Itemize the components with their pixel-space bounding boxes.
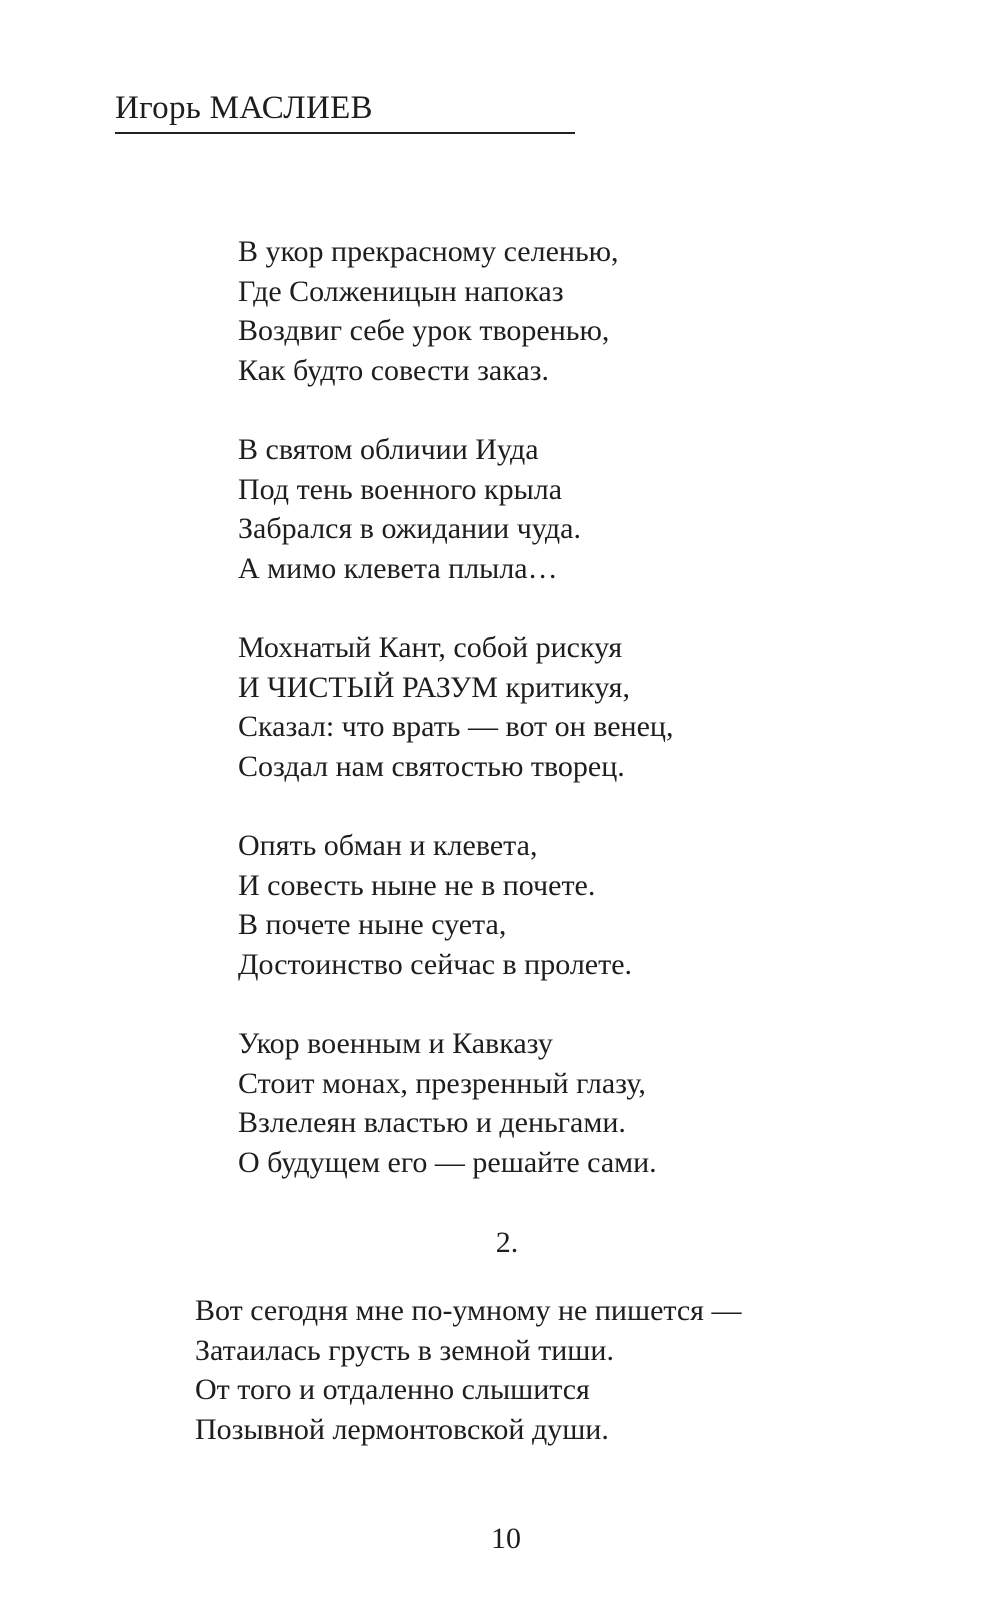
author-name: Игорь МАСЛИЕВ [115,90,373,126]
verse-line: В святом обличии Иуда [238,433,539,466]
verse-line: Позывной лермонтовской души. [195,1412,609,1446]
verse-line: И совесть ныне не в почете. [238,868,596,902]
verse-line: А мимо клевета плыла… [238,551,558,585]
section-number: 2. [495,1226,519,1259]
stanza-4 [238,826,673,984]
verse-line: Стоит монах, презренный глазу, [238,1066,646,1100]
verse-line: Создал нам святостью творец. [238,749,625,783]
stanza-3 [238,628,673,786]
page-number: 10 [491,1522,521,1555]
verse-line: Достоинство сейчас в пролете. [238,947,633,981]
running-header [115,88,575,134]
stanza-5 [238,1024,673,1182]
verse-line: Как будто совести заказ. [238,353,550,387]
verse-line: В почете ныне суета, [238,908,507,941]
stanza-2 [238,430,673,588]
verse-line: О будущем его — решайте сами. [238,1145,657,1179]
verse-line: Где Солженицын напоказ [238,274,564,308]
verse-line: Вот сегодня мне по-умному не пишется — [195,1294,742,1327]
verse-line: Под тень военного крыла [238,472,563,506]
verse-line: От того и отдаленно слышится [195,1373,590,1406]
verse-line: Мохнатый Кант, собой рискуя [238,631,623,664]
verse-line: Опять обман и клевета, [238,829,538,862]
verse-line: Укор военным и Кавказу [238,1027,553,1060]
poem-section-2 [195,1291,741,1449]
stanza-1 [238,232,673,390]
verse-line: В укор прекрасному селенью, [238,235,619,268]
verse-line: Сказал: что врать — вот он венец, [238,710,674,743]
verse-line: Забрался в ожидании чуда. [238,512,581,545]
poem-section-1 [238,232,673,1182]
stanza-1 [195,1291,741,1449]
verse-line: И ЧИСТЫЙ РАЗУМ критикуя, [238,670,630,704]
verse-line: Затаилась грусть в земной тиши. [195,1333,614,1367]
verse-line: Воздвиг себе урок творенью, [238,314,610,347]
verse-line: Взлелеян властью и деньгами. [238,1106,626,1139]
